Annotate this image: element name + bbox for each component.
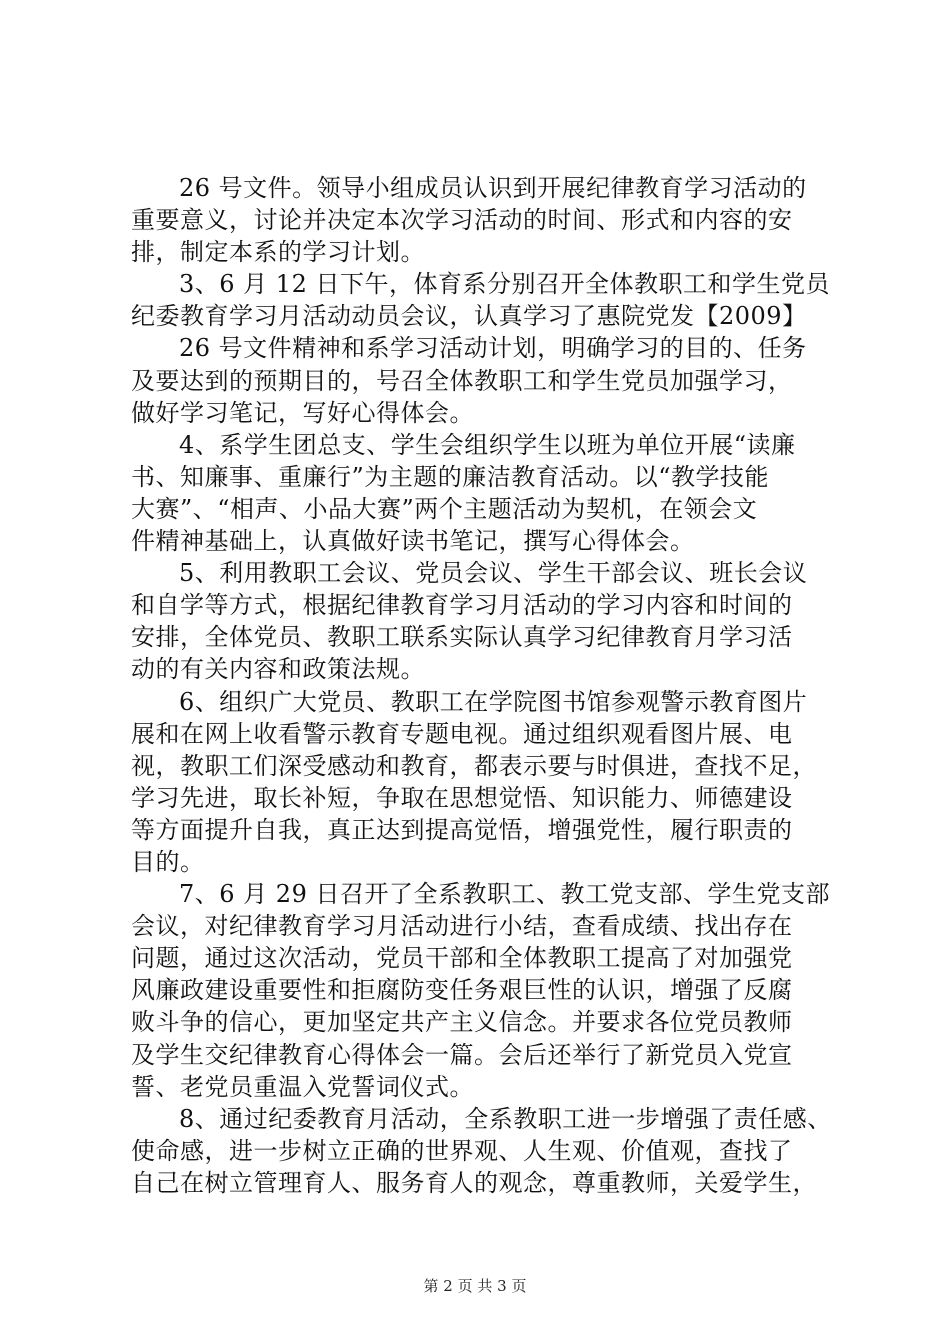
- text-line: 和自学等方式，根据纪律教育学习月活动的学习内容和时间的: [131, 591, 793, 620]
- text-line: 安排，全体党员、教职工联系实际认真学习纪律教育月学习活: [131, 623, 793, 652]
- text-line: 誓、老党员重温入党誓词仪式。: [131, 1072, 474, 1101]
- text-line: 败斗争的信心，更加坚定共产主义信念。并要求各位党员教师: [131, 1008, 793, 1037]
- text-line: 7、6 月 29 日召开了全系教职工、教工党支部、学生党支部: [179, 880, 830, 909]
- text-line: 5、利用教职工会议、党员会议、学生干部会议、班长会议: [179, 559, 808, 588]
- text-line: 动的有关内容和政策法规。: [131, 655, 425, 684]
- text-line: 问题，通过这次活动，党员干部和全体教职工提高了对加强党: [131, 944, 793, 973]
- text-line: 6、组织广大党员、教职工在学院图书馆参观警示教育图片: [179, 687, 808, 716]
- text-line: 及学生交纪律教育心得体会一篇。会后还举行了新党员入党宣: [131, 1040, 793, 1069]
- text-line: 及要达到的预期目的，号召全体教职工和学生党员加强学习，: [131, 366, 793, 395]
- text-line: 26 号文件。领导小组成员认识到开展纪律教育学习活动的: [179, 174, 807, 202]
- text-line: 学习先进，取长补短，争取在思想觉悟、知识能力、师德建设: [131, 783, 793, 812]
- text-line: 使命感，进一步树立正确的世界观、人生观、价值观，查找了: [131, 1136, 793, 1165]
- text-line: 书、知廉事、重廉行”为主题的廉洁教育活动。以“教学技能: [131, 462, 770, 491]
- text-line: 4、系学生团总支、学生会组织学生以班为单位开展“读廉: [179, 430, 796, 459]
- text-line: 8、通过纪委教育月活动，全系教职工进一步增强了责任感、: [179, 1104, 832, 1133]
- text-line: 等方面提升自我，真正达到提高觉悟，增强党性，履行职责的: [131, 815, 793, 844]
- text-line: 纪委教育学习月活动动员会议，认真学习了惠院党发【2009】: [131, 302, 807, 331]
- text-line: 自己在树立管理育人、服务育人的观念，尊重教师，关爱学生，: [131, 1168, 817, 1197]
- text-line: 展和在网上收看警示教育专题电视。通过组织观看图片展、电: [131, 719, 793, 748]
- text-line: 3、6 月 12 日下午，体育系分别召开全体教职工和学生党员: [179, 270, 830, 299]
- page-number-footer: 第 2 页 共 3 页: [423, 1277, 527, 1295]
- text-line: 目的。: [131, 847, 205, 876]
- text-line: 26 号文件精神和系学习活动计划，明确学习的目的、任务: [179, 334, 807, 363]
- text-line: 视，教职工们深受感动和教育，都表示要与时俱进，查找不足，: [131, 751, 817, 780]
- text-line: 重要意义，讨论并决定本次学习活动的时间、形式和内容的安: [131, 206, 793, 235]
- text-line: 排，制定本系的学习计划。: [131, 238, 425, 267]
- text-line: 件精神基础上，认真做好读书笔记，撰写心得体会。: [131, 527, 695, 556]
- text-line: 大赛”、“相声、小品大赛”两个主题活动为契机，在领会文: [131, 494, 758, 523]
- text-line: 会议，对纪律教育学习月活动进行小结，查看成绩、找出存在: [131, 912, 793, 941]
- text-line: 风廉政建设重要性和拒腐防变任务艰巨性的认识，增强了反腐: [131, 976, 793, 1005]
- text-line: 做好学习笔记，写好心得体会。: [131, 398, 474, 427]
- document-body: [131, 172, 831, 1199]
